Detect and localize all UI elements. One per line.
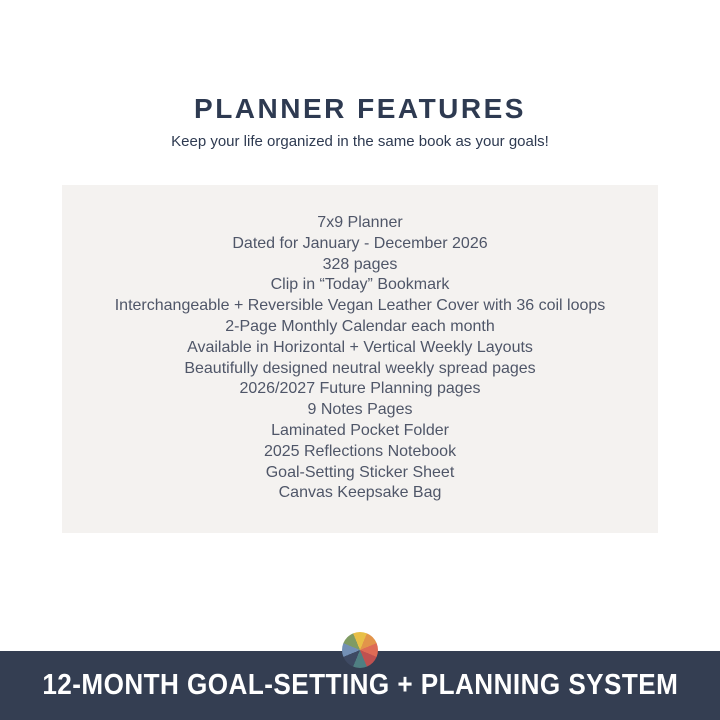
features-card <box>62 185 658 533</box>
feature-line: 9 Notes Pages <box>307 401 413 419</box>
page-subtitle: Keep your life organized in the same book as your goals! <box>171 133 549 150</box>
page-title: PLANNER FEATURES <box>194 93 526 124</box>
feature-line: Goal-Setting Sticker Sheet <box>265 463 455 481</box>
feature-line: Clip in “Today” Bookmark <box>270 276 450 294</box>
feature-line: Interchangeable + Reversible Vegan Leather Cover with 36 coil loops <box>114 297 606 315</box>
feature-line: Dated for January - December 2026 <box>232 234 488 252</box>
feature-line: Beautifully designed neutral weekly spread pages <box>184 359 536 377</box>
feature-line: Canvas Keepsake Bag <box>278 484 442 502</box>
header <box>0 94 720 151</box>
feature-line: 2026/2027 Future Planning pages <box>239 380 481 398</box>
banner-title: 12-MONTH GOAL-SETTING + PLANNING SYSTEM <box>41 669 679 701</box>
feature-line: 7x9 Planner <box>317 214 403 231</box>
features-list <box>62 213 658 504</box>
feature-line: Available in Horizontal + Vertical Weekly Layouts <box>187 338 533 356</box>
feature-line: 2025 Reflections Notebook <box>263 442 457 460</box>
feature-line: 2-Page Monthly Calendar each month <box>225 317 495 335</box>
color-wheel-icon <box>342 632 378 668</box>
feature-line: 328 pages <box>322 255 398 273</box>
feature-line: Laminated Pocket Folder <box>271 421 449 439</box>
